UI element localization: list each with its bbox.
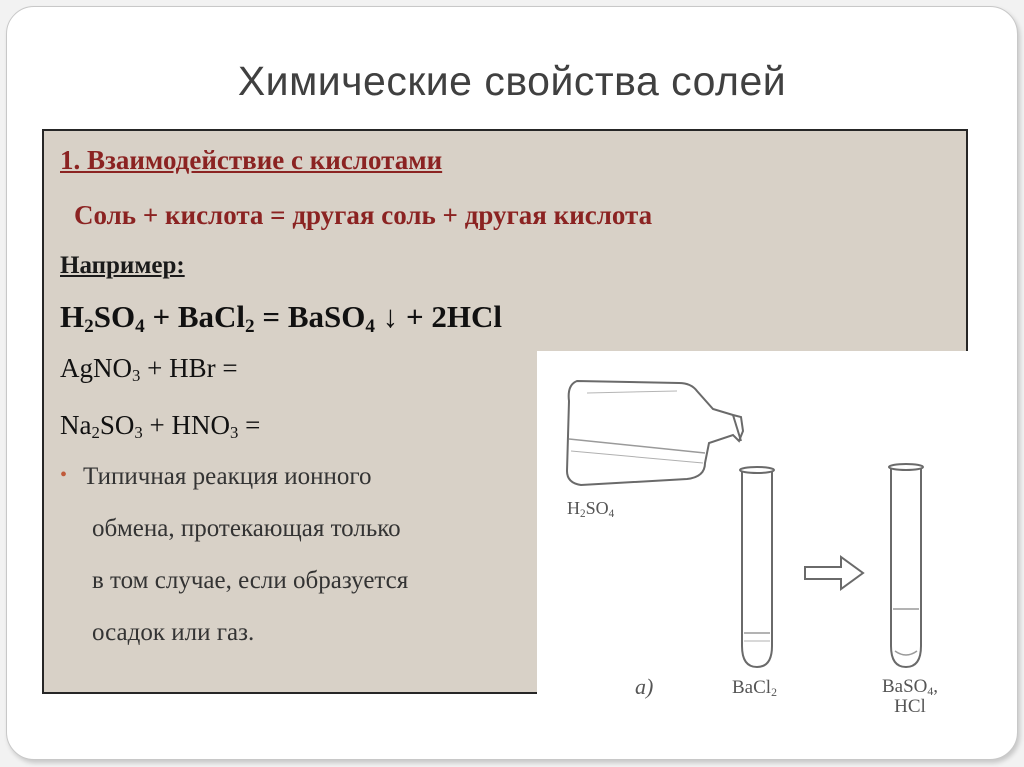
equation-2: AgNO$_3$ + HBr = bbox=[60, 353, 238, 386]
test-tube-2-icon bbox=[889, 464, 923, 667]
reagent-bottle-icon bbox=[567, 381, 743, 485]
tube-1-label: BaCl$_2$ bbox=[732, 677, 777, 699]
bullet-item bbox=[60, 463, 372, 491]
slide-title: Химические свойства солей bbox=[237, 58, 787, 104]
reaction-arrow-icon bbox=[805, 557, 863, 589]
bullet-line: Типичная реакция ионного bbox=[83, 463, 372, 490]
experiment-figure bbox=[537, 351, 1007, 746]
bullet-line: осадок или газ. bbox=[92, 619, 255, 646]
tube-2-label: BaSO$_4$, HCl bbox=[881, 676, 939, 717]
bullet-line: обмена, протекающая только bbox=[92, 515, 401, 542]
equation-1: $H_2SO_4$ + BaCl$_2$ = BaSO$_4$ ↓ + 2HCl bbox=[60, 299, 502, 337]
panel-label: а) bbox=[635, 674, 654, 699]
example-label: Например: bbox=[60, 252, 185, 279]
test-tube-1-icon bbox=[740, 467, 774, 667]
equation-3: $Na_2SO_3 + HNO_3$ = bbox=[60, 410, 261, 443]
reaction-rule: Соль + кислота = другая соль + другая кислота bbox=[74, 200, 653, 230]
bullet-line: в том случае, если образуется bbox=[92, 567, 409, 594]
bullet-dot-icon: • bbox=[60, 464, 68, 486]
bottle-label: $H_2SO_4$ bbox=[567, 498, 615, 520]
section-heading: 1. Взаимодействие с кислотами bbox=[60, 145, 443, 175]
